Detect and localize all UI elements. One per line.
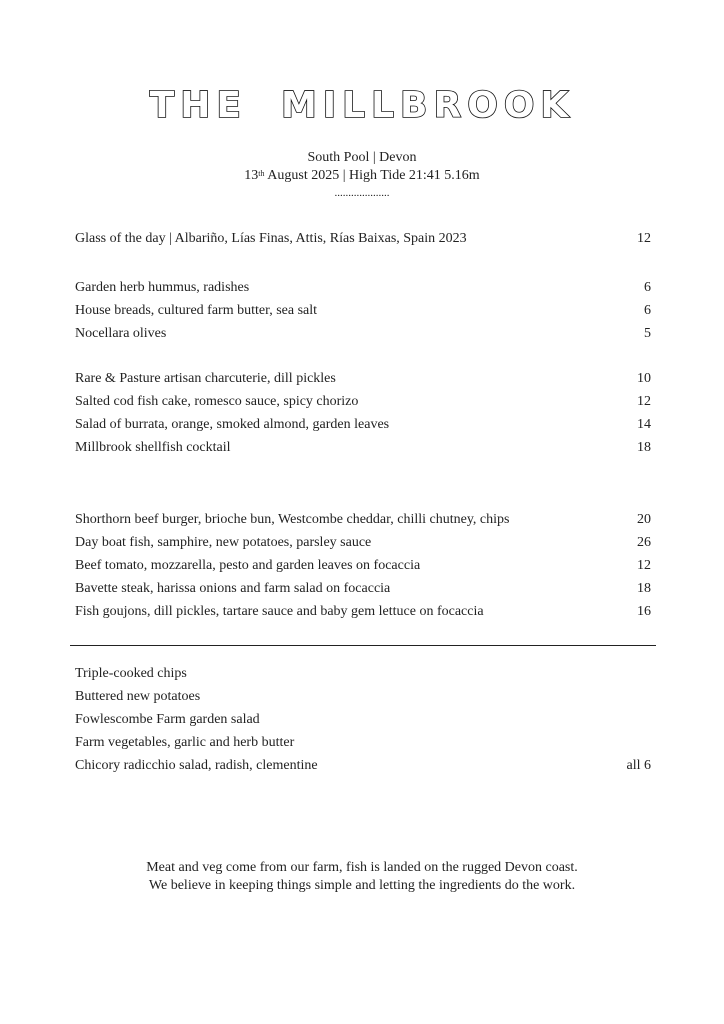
mains-section (75, 508, 651, 623)
item-name: Day boat fish, samphire, new potatoes, parsley sauce (75, 535, 372, 550)
item-name: Rare & Pasture artisan charcuterie, dill pickles (75, 371, 336, 386)
item-name: Salad of burrata, orange, smoked almond, garden leaves (75, 417, 390, 432)
date-tide: August 2025 | High Tide 21:41 5.16m (264, 168, 480, 183)
date-tide-line (0, 167, 724, 185)
date-day: 13 (244, 168, 259, 183)
menu-item (75, 731, 651, 754)
item-price: 12 (637, 231, 651, 246)
starters-section (75, 367, 651, 459)
item-name: Millbrook shellfish cocktail (75, 440, 231, 455)
item-price: all 6 (626, 758, 651, 773)
item-name: Fish goujons, dill pickles, tartare sauce and baby gem lettuce on focaccia (75, 604, 484, 619)
item-name: Farm vegetables, garlic and herb butter (75, 735, 295, 750)
date-suffix: th (258, 169, 265, 178)
menu-item (75, 708, 651, 731)
item-name: Glass of the day | Albariño, Lías Finas, Attis, Rías Baixas, Spain 2023 (75, 231, 467, 246)
item-name: Shorthorn beef burger, brioche bun, Westcombe cheddar, chilli chutney, chips (75, 512, 510, 527)
item-price: 20 (637, 512, 651, 527)
footer-line-1: Meat and veg come from our farm, fish is landed on the rugged Devon coast. (146, 860, 578, 875)
item-name: Bavette steak, harissa onions and farm salad on focaccia (75, 581, 391, 596)
menu-item (75, 413, 651, 436)
item-price: 10 (637, 371, 651, 386)
item-name: Buttered new potatoes (75, 689, 201, 704)
dotted-divider: .................... (334, 187, 390, 199)
menu-item (75, 227, 651, 250)
item-price: 16 (637, 604, 651, 619)
item-name: House breads, cultured farm butter, sea salt (75, 303, 318, 318)
item-name: Garden herb hummus, radishes (75, 280, 250, 295)
restaurant-logo-title (0, 84, 724, 128)
sides-section (75, 662, 651, 777)
item-price: 18 (637, 440, 651, 455)
menu-item (75, 390, 651, 413)
item-price: 26 (637, 535, 651, 550)
menu-item (75, 531, 651, 554)
menu-item (75, 754, 651, 777)
footer-note (0, 859, 724, 895)
menu-item (75, 508, 651, 531)
item-name: Salted cod fish cake, romesco sauce, spicy chorizo (75, 394, 359, 409)
item-name: Beef tomato, mozzarella, pesto and garden leaves on focaccia (75, 558, 421, 573)
menu-item (75, 322, 651, 345)
menu-item (75, 685, 651, 708)
item-name: Nocellara olives (75, 326, 167, 341)
menu-item (75, 554, 651, 577)
item-name: Chicory radicchio salad, radish, clementine (75, 758, 318, 773)
title-the: THE (149, 85, 247, 126)
menu-item (75, 600, 651, 623)
item-price: 12 (637, 394, 651, 409)
item-price: 18 (637, 581, 651, 596)
menu-item (75, 299, 651, 322)
divider-rule (70, 645, 656, 646)
menu-item (75, 577, 651, 600)
item-price: 12 (637, 558, 651, 573)
title-millbrook: MILLBROOK (280, 85, 575, 126)
item-price: 14 (637, 417, 651, 432)
wine-section (75, 227, 651, 250)
item-price: 6 (644, 303, 651, 318)
menu-item (75, 276, 651, 299)
footer-line-2: We believe in keeping things simple and letting the ingredients do the work. (148, 878, 576, 893)
item-price: 5 (644, 326, 651, 341)
menu-item (75, 662, 651, 685)
item-price: 6 (644, 280, 651, 295)
snacks-section (75, 276, 651, 345)
menu-item (75, 436, 651, 459)
item-name: Triple-cooked chips (75, 666, 187, 681)
location: South Pool | Devon (307, 150, 417, 165)
menu-item (75, 367, 651, 390)
item-name: Fowlescombe Farm garden salad (75, 712, 260, 727)
